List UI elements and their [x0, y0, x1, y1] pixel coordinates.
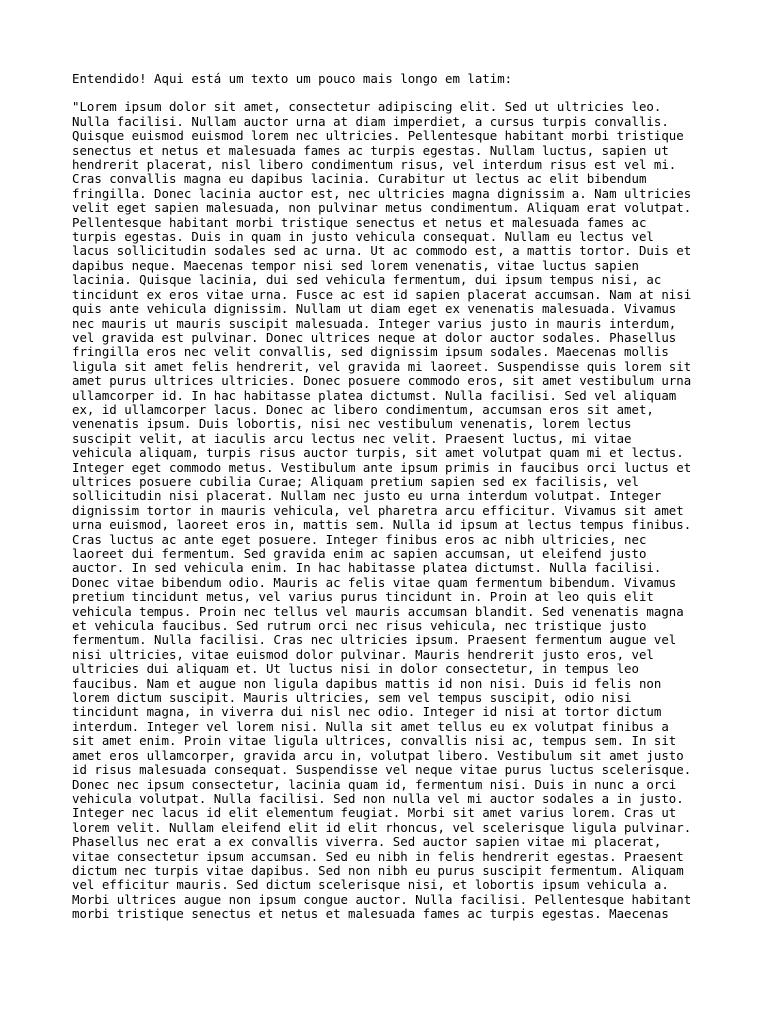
text-line: ex, id ullamcorper lacus. Donec ac libero condimentum, accumsan eros sit amet,	[72, 401, 654, 417]
text-line: velit eget sapien malesuada, non pulvinar metus condimentum. Aliquam erat volutpat.	[72, 200, 692, 216]
text-line: Phasellus nec erat a ex convallis viverra. Sed auctor sapien vitae mi placerat,	[72, 834, 662, 850]
text-line: Nulla facilisi. Nullam auctor urna at diam imperdiet, a cursus turpis convallis.	[72, 113, 669, 129]
text-line: nec mauris ut mauris suscipit malesuada. Integer varius justo in mauris interdum,	[72, 315, 677, 331]
text-line: tincidunt ex eros vitae urna. Fusce ac est id sapien placerat accumsan. Nam at nisi	[72, 286, 692, 302]
text-line: pretium tincidunt metus, vel varius purus tincidunt in. Proin at leo quis elit	[72, 589, 654, 605]
text-line: vehicula volutpat. Nulla facilisi. Sed non nulla vel mi auctor sodales a in justo.	[72, 790, 684, 806]
text-line: venenatis ipsum. Duis lobortis, nisi nec vestibulum venenatis, lorem lectus	[72, 416, 632, 432]
document-page	[72, 72, 712, 922]
text-line: sit amet enim. Proin vitae ligula ultrices, convallis nisi ac, tempus sem. In sit	[72, 733, 677, 749]
text-line: Donec vitae bibendum odio. Mauris ac felis vitae quam fermentum bibendum. Vivamus	[72, 574, 677, 590]
text-line: suscipit velit, at iaculis arcu lectus nec velit. Praesent luctus, mi vitae	[72, 430, 632, 446]
text-line: Cras convallis magna eu dapibus lacinia. Curabitur ut lectus ac elit bibendum	[72, 171, 647, 187]
text-line: lacinia. Quisque lacinia, dui sed vehicula fermentum, dui ipsum tempus nisi, ac	[72, 272, 662, 288]
text-line: lacus sollicitudin sodales sed ac urna. Ut ac commodo est, a mattis tortor. Duis et	[72, 243, 692, 259]
text-line: Quisque euismod euismod lorem nec ultricies. Pellentesque habitant morbi tristique	[72, 128, 684, 144]
text-line: fringilla. Donec lacinia auctor est, nec ultricies magna dignissim a. Nam ultricies	[72, 185, 692, 201]
text-line: fringilla eros nec velit convallis, sed dignissim ipsum sodales. Maecenas mollis	[72, 344, 669, 360]
text-line: turpis egestas. Duis in quam in justo vehicula consequat. Nullam eu lectus vel	[72, 229, 654, 245]
text-line: lorem dictum suscipit. Mauris ultricies, sem vel tempus suscipit, odio nisi	[72, 690, 632, 706]
text-line: Morbi ultrices augue non ipsum congue auctor. Nulla facilisi. Pellentesque habitant	[72, 891, 692, 907]
text-line: Integer nec lacus id elit elementum feugiat. Morbi sit amet varius lorem. Cras ut	[72, 805, 677, 821]
text-line: amet purus ultrices ultricies. Donec posuere commodo eros, sit amet vestibulum urna	[72, 373, 692, 389]
text-line: interdum. Integer vel lorem nisi. Nulla sit amet tellus eu ex volutpat finibus a	[72, 718, 669, 734]
text-line: hendrerit placerat, nisl libero condimentum risus, vel interdum risus est vel mi.	[72, 157, 677, 173]
text-line: urna euismod, laoreet eros in, mattis sem. Nulla id ipsum at lectus tempus finibus.	[72, 517, 692, 533]
text-line: vitae consectetur ipsum accumsan. Sed eu nibh in felis hendrerit egestas. Praesent	[72, 848, 684, 864]
text-line: Pellentesque habitant morbi tristique senectus et netus et malesuada fames ac	[72, 214, 647, 230]
text-line: ultricies dui aliquam et. Ut luctus nisi in dolor consectetur, in tempus leo	[72, 661, 639, 677]
intro-line: Entendido! Aqui está um texto um pouco mais longo em latim:	[72, 71, 513, 86]
text-line: morbi tristique senectus et netus et malesuada fames ac turpis egestas. Maecenas	[72, 906, 669, 922]
text-line: quis ante vehicula dignissim. Nullam ut diam eget ex venenatis malesuada. Vivamus	[72, 301, 677, 317]
text-line: dapibus neque. Maecenas tempor nisi sed lorem venenatis, vitae luctus sapien	[72, 257, 639, 273]
text-line: Donec nec ipsum consectetur, lacinia quam id, fermentum nisi. Duis in nunc a orci	[72, 776, 677, 792]
text-line: ullamcorper id. In hac habitasse platea dictumst. Nulla facilisi. Sed vel aliquam	[72, 387, 677, 403]
text-line: vel efficitur mauris. Sed dictum scelerisque nisi, et lobortis ipsum vehicula a.	[72, 877, 669, 893]
text-line: amet eros ullamcorper, gravida arcu in, volutpat libero. Vestibulum sit amet justo	[72, 747, 684, 763]
text-line: et vehicula faucibus. Sed rutrum orci nec risus vehicula, nec tristique justo	[72, 618, 647, 634]
text-line: vel gravida est pulvinar. Donec ultrices neque at dolor auctor sodales. Phasellus	[72, 329, 677, 345]
text-line: dignissim tortor in mauris vehicula, vel pharetra arcu efficitur. Vivamus sit amet	[72, 502, 684, 518]
text-line: lorem velit. Nullam eleifend elit id elit rhoncus, vel scelerisque ligula pulvinar.	[72, 819, 692, 835]
text-line: Cras luctus ac ante eget posuere. Integer finibus eros ac nibh ultricies, nec	[72, 531, 647, 547]
text-line: nisi ultricies, vitae euismod dolor pulvinar. Mauris hendrerit justo eros, vel	[72, 646, 654, 662]
text-line: auctor. In sed vehicula enim. In hac habitasse platea dictumst. Nulla facilisi.	[72, 560, 662, 576]
text-line: fermentum. Nulla facilisi. Cras nec ultricies ipsum. Praesent fermentum augue vel	[72, 632, 677, 648]
text-line: tincidunt magna, in viverra dui nisl nec odio. Integer id nisi at tortor dictum	[72, 704, 662, 720]
latin-text-body	[72, 100, 712, 921]
text-line: senectus et netus et malesuada fames ac turpis egestas. Nullam luctus, sapien ut	[72, 142, 669, 158]
text-line: vehicula tempus. Proin nec tellus vel mauris accumsan blandit. Sed venenatis magna	[72, 603, 684, 619]
text-line: ligula sit amet felis hendrerit, vel gravida mi laoreet. Suspendisse quis lorem sit	[72, 358, 692, 374]
text-line: dictum nec turpis vitae dapibus. Sed non nibh eu purus suscipit fermentum. Aliquam	[72, 862, 684, 878]
text-line: "Lorem ipsum dolor sit amet, consectetur adipiscing elit. Sed ut ultricies leo.	[72, 99, 662, 115]
text-line: ultrices posuere cubilia Curae; Aliquam pretium sapien sed ex facilisis, vel	[72, 473, 639, 489]
text-line: faucibus. Nam et augue non ligula dapibus mattis id non nisi. Duis id felis non	[72, 675, 662, 691]
text-line: sollicitudin nisi placerat. Nullam nec justo eu urna interdum volutpat. Integer	[72, 488, 662, 504]
text-line: Integer eget commodo metus. Vestibulum ante ipsum primis in faucibus orci luctus et	[72, 459, 692, 475]
text-line: vehicula aliquam, turpis risus auctor turpis, sit amet volutpat quam mi et lectus.	[72, 445, 684, 461]
text-line: laoreet dui fermentum. Sed gravida enim ac sapien accumsan, ut eleifend justo	[72, 546, 647, 561]
text-line: id risus malesuada consequat. Suspendisse vel neque vitae purus luctus scelerisque.	[72, 762, 692, 778]
